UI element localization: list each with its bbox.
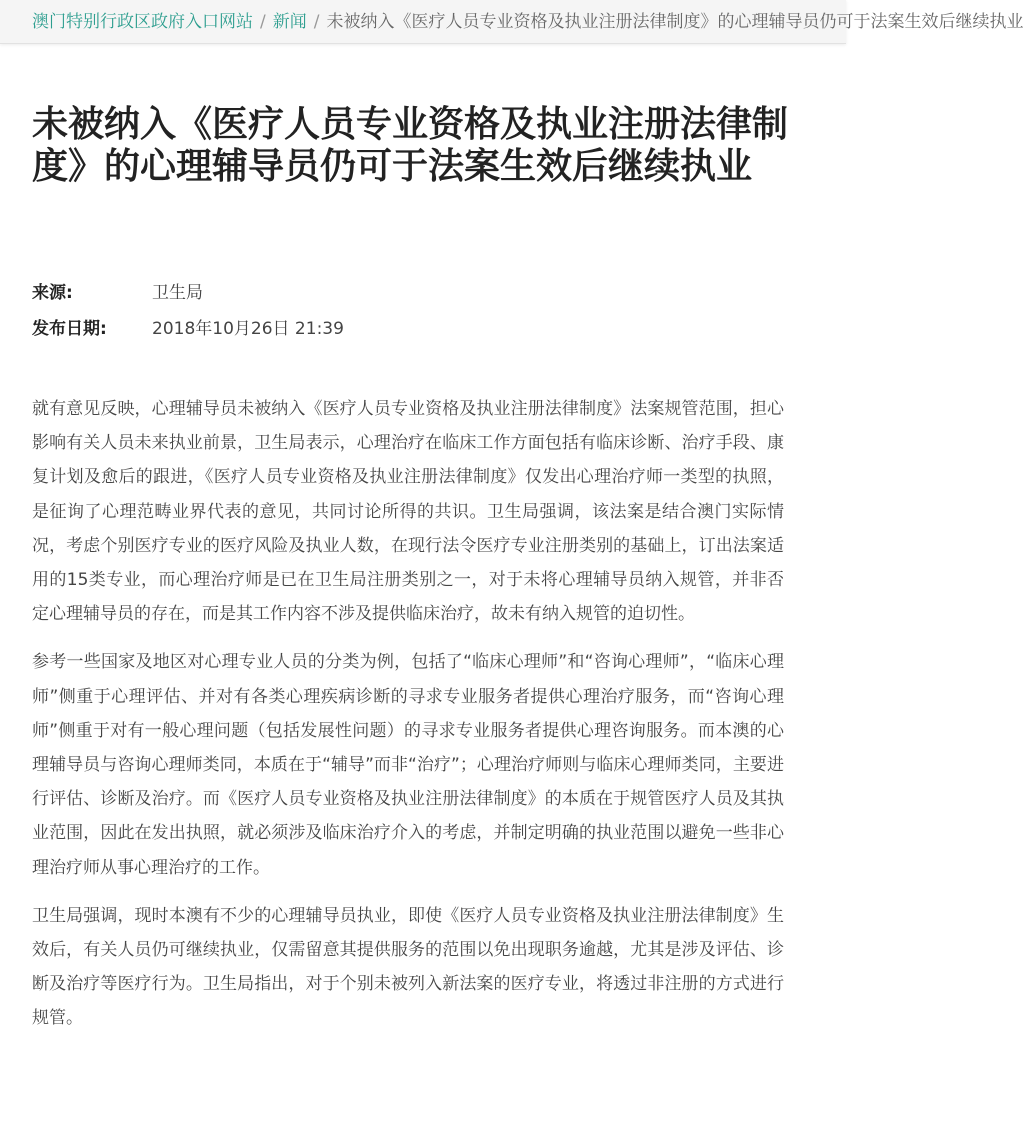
breadcrumb-news-link[interactable]: 新闻 — [272, 12, 307, 32]
source-value: 卫生局 — [152, 283, 203, 303]
article-paragraph: 就有意见反映，心理辅导员未被纳入《医疗人员专业资格及执业注册法律制度》法案规管范围，担心影响有关人员未来执业前景，卫生局表示，心理治疗在临床工作方面包括有临床诊断、治疗手段、康复计划及愈后的跟进，《医疗人员专业资格及执业注册法律制度》仅发出心理治疗师一类型的执照，是征询了心理范畴业界代表的意见，共同讨论所得的共识。卫生局强调，该法案是结合澳门实际情况，考虑个别医疗专业的医疗风险及执业人数，在现行法令医疗专业注册类别的基础上，订出法案适用的15类专业，而心理治疗师是已在卫生局注册类别之一，对于未将心理辅导员纳入规管，并非否定心理辅导员的存在，而是其工作内容不涉及提供临床治疗，故未有纳入规管的迫切性。 — [32, 399, 784, 625]
breadcrumb-separator: / — [313, 12, 320, 32]
breadcrumb-separator: / — [260, 12, 266, 32]
date-value: 2018年10月26日 21:39 — [152, 319, 344, 339]
breadcrumb-current: 未被纳入《医疗人员专业资格及执业注册法律制度》的心理辅导员仍可于法案生效后继续执业 — [326, 12, 1023, 32]
article-body — [32, 392, 784, 1050]
article-meta — [32, 280, 792, 352]
breadcrumb-home-link[interactable]: 澳门特别行政区政府入口网站 — [32, 12, 253, 32]
article-paragraph: 卫生局强调，现时本澳有不少的心理辅导员执业，即使《医疗人员专业资格及执业注册法律制度》生效后，有关人员仍可继续执业，仅需留意其提供服务的范围以免出现职务逾越，尤其是涉及评估、诊断及治疗等医疗行为。卫生局指出，对于个别未被列入新法案的医疗专业，将透过非注册的方式进行规管。 — [32, 905, 784, 1029]
meta-date-row — [32, 316, 792, 352]
meta-source-row — [32, 280, 792, 316]
date-label: 发布日期: — [32, 319, 107, 339]
source-label: 来源: — [32, 283, 73, 303]
article-paragraph: 参考一些国家及地区对心理专业人员的分类为例，包括了“临床心理师”和“咨询心理师”，“临床心理师”侧重于心理评估、并对有各类心理疾病诊断的寻求专业服务者提供心理治疗服务，而“咨询心理师”侧重于对有一般心理问题（包括发展性问题）的寻求专业服务者提供心理咨询服务。而本澳的心理辅导员与咨询心理师类同，本质在于“辅导”而非“治疗”；心理治疗师则与临床心理师类同，主要进行评估、诊断及治疗。而《医疗人员专业资格及执业注册法律制度》的本质在于规管医疗人员及其执业范围，因此在发出执照，就必须涉及临床治疗介入的考虑，并制定明确的执业范围以避免一些非心理治疗师从事心理治疗的工作。 — [32, 652, 784, 878]
breadcrumb — [0, 0, 1023, 44]
page-title: 未被纳入《医疗人员专业资格及执业注册法律制度》的心理辅导员仍可于法案生效后继续执业 — [32, 104, 789, 187]
